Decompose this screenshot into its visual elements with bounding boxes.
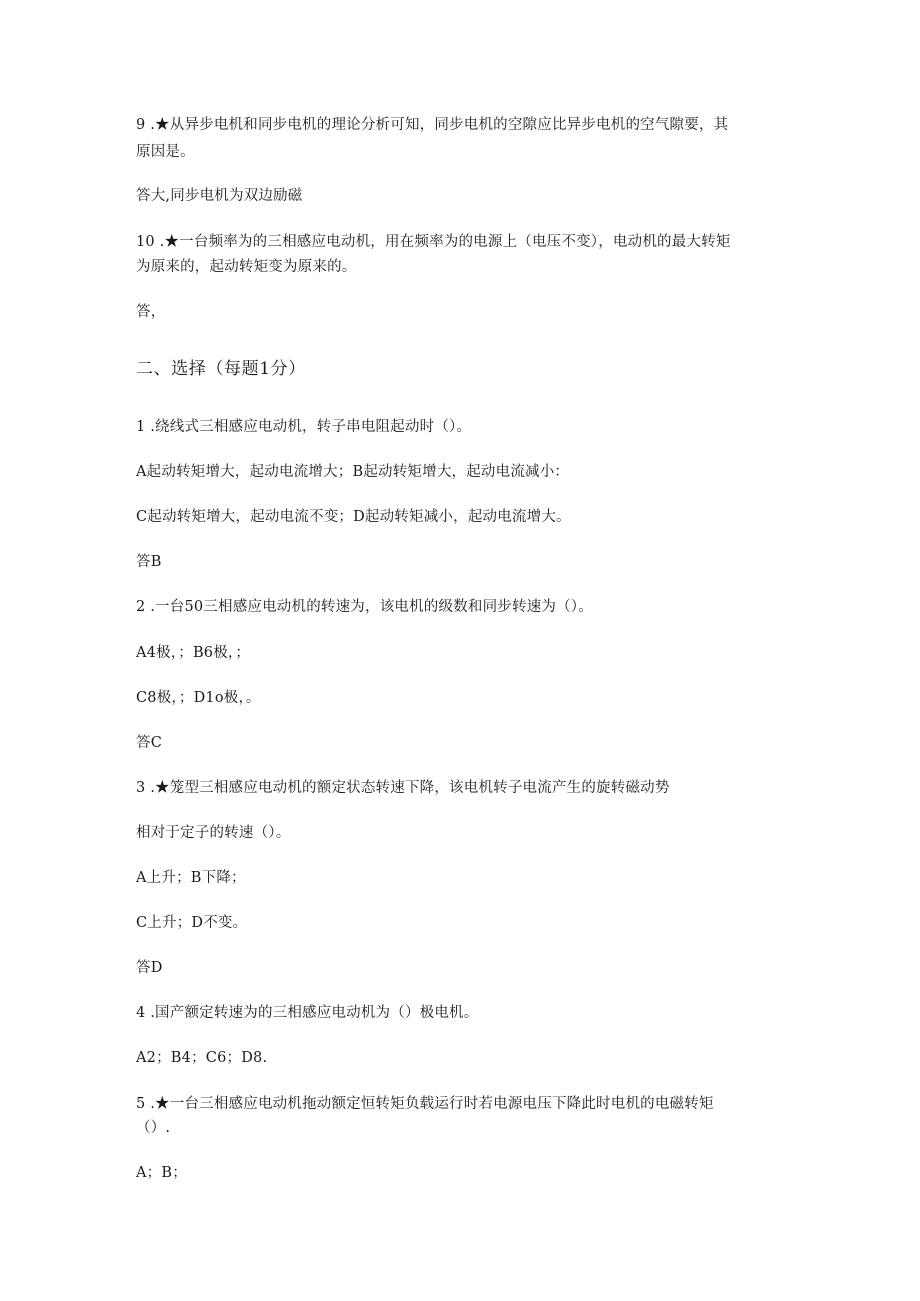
choice-q1-options-ab: A起动转矩增大，起动电流增大；B起动转矩增大，起动电流减小： bbox=[136, 464, 570, 480]
choice-q1-answer: 答B bbox=[136, 554, 162, 570]
choice-q2-options-ab: A4极，；B6极，； bbox=[136, 645, 251, 661]
q9-answer: 答大,同步电机为双边励磁 bbox=[136, 188, 303, 204]
choice-q3-line-2: 相对于定子的转速（）。 bbox=[136, 825, 291, 841]
q10-line-1: 10 .★一台频率为的三相感应电动机，用在频率为的电源上（电压不变），电动机的最大转矩 bbox=[136, 234, 731, 250]
choice-q1: 1 .绕线式三相感应电动机，转子串电阻起动时（）。 bbox=[136, 419, 472, 435]
choice-q2-options-cd: C8极，；D1o极，。 bbox=[136, 690, 261, 706]
choice-q5-options: A；B； bbox=[136, 1165, 187, 1181]
choice-q2-answer: 答C bbox=[136, 735, 162, 751]
choice-q1-options-cd: C起动转矩增大，起动电流不变；D起动转矩减小，起动电流增大。 bbox=[136, 509, 571, 525]
choice-q3-line-1: 3 .★笼型三相感应电动机的额定状态转速下降，该电机转子电流产生的旋转磁动势 bbox=[136, 780, 670, 796]
q10-line-2: 为原来的，起动转矩变为原来的。 bbox=[136, 259, 357, 275]
choice-q4: 4 .国产额定转速为的三相感应电动机为（）极电机。 bbox=[136, 1005, 479, 1021]
q9-line-1: 9 .★从异步电机和同步电机的理论分析可知，同步电机的空隙应比异步电机的空气隙要，其 bbox=[136, 117, 729, 133]
choice-q3-answer: 答D bbox=[136, 960, 163, 976]
choice-q2: 2 .一台50三相感应电动机的转速为，该电机的级数和同步转速为（）。 bbox=[136, 599, 593, 615]
choice-q5-line-2: （）. bbox=[136, 1120, 171, 1136]
q10-answer: 答， bbox=[136, 304, 166, 320]
choice-q3-options-cd: C上升；D不变。 bbox=[136, 915, 248, 931]
choice-q4-options: A2；B4；C6；D8. bbox=[136, 1050, 268, 1066]
choice-q5-line-1: 5 .★一台三相感应电动机拖动额定恒转矩负载运行时若电源电压下降此时电机的电磁转矩 bbox=[136, 1096, 714, 1112]
choice-q3-options-ab: A上升；B下降； bbox=[136, 870, 246, 886]
q9-line-2: 原因是。 bbox=[136, 144, 195, 160]
section-heading: 二、选择（每题1分） bbox=[136, 359, 306, 379]
